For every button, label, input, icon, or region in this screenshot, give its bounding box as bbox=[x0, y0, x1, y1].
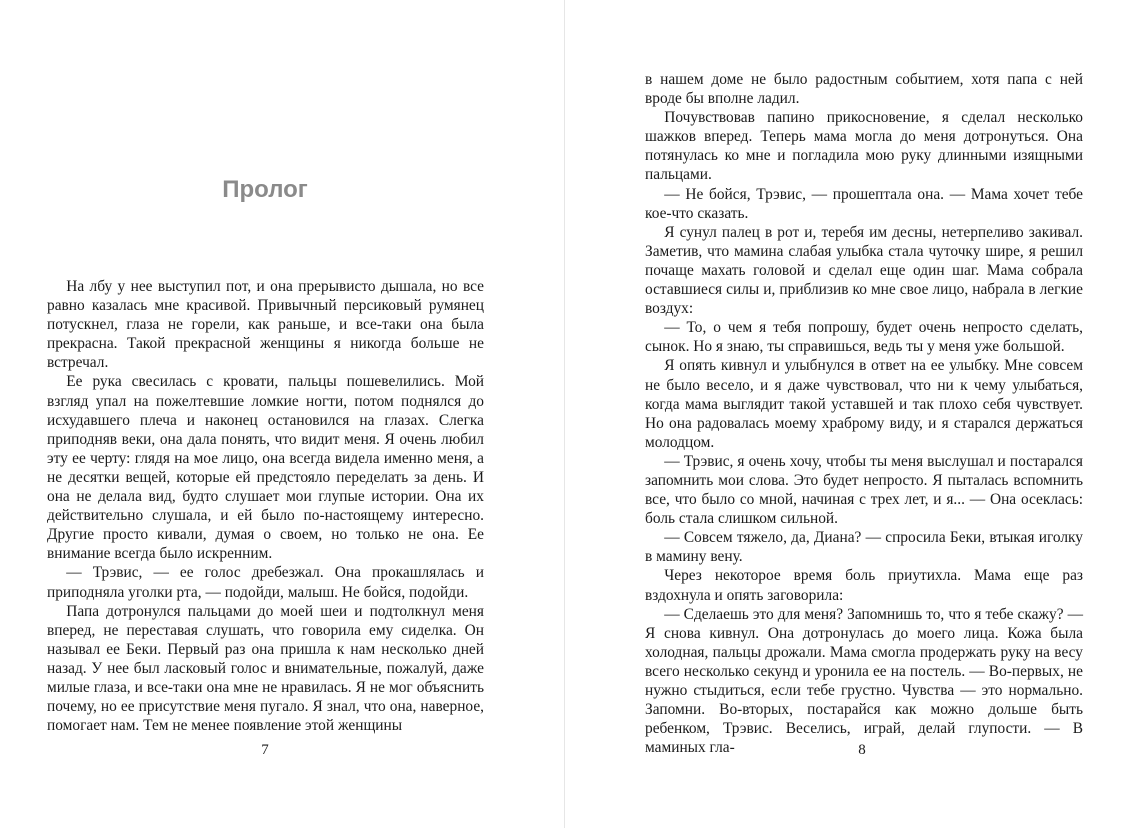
paragraph: Я опять кивнул и улыбнулся в ответ на ее улыбку. Мне совсем не было весело, и я даже чувствовал, что ни к чему улыбаться, когда мама выглядит такой уставшей и так плохо себя чувствует. Но она радовалась моему храброму виду, и я старался держаться молодцом. bbox=[645, 357, 1083, 451]
right-page-text bbox=[645, 70, 1083, 757]
paragraph: На лбу у нее выступил пот, и она прерывисто дышала, но все равно казалась мне красивой. Привычный персиковый румянец потускнел, глаза не горели, как раньше, и все-таки она была прекрасна. Такой прекрасной женщины я никогда больше не встречал. bbox=[47, 278, 484, 372]
paragraph: — Трэвис, — ее голос дребезжал. Она прокашлялась и приподняла уголки рта, — подойди, малыш. Не бойся, подойди. bbox=[47, 564, 484, 601]
paragraph: Через некоторое время боль приутихла. Мама еще раз вздохнула и опять заговорила: bbox=[645, 567, 1083, 604]
paragraph: — То, о чем я тебя попрошу, будет очень непросто сделать, сынок. Но я знаю, ты справишься, ведь ты у меня уже большой. bbox=[645, 319, 1083, 356]
paragraph-continuation: в нашем доме не было радостным событием, хотя папа с ней вроде бы вполне ладил. bbox=[645, 71, 1083, 108]
paragraph: Ее рука свесилась с кровати, пальцы пошевелились. Мой взгляд упал на пожелтевшие ломкие ногти, потом поднялся до исхудавшего плеча и наконец остановился на глазах. Слегка приподняв веки, она дала понять, что видит меня. Я очень любил эту ее черту: глядя на мое лицо, она всегда видела именно меня, а не десятки вещей, которые ей предстояло переделать за день. И она не делала вид, будто слушает мои глупые истории. Она их действительно слушала, и ей было по-настоящему интересно. Другие просто кивали, думая о своем, но только не она. Ее внимание всегда было искренним. bbox=[47, 373, 484, 563]
chapter-title: Пролог bbox=[222, 176, 308, 203]
paragraph: Папа дотронулся пальцами до моей шеи и подтолкнул меня вперед, не переставая слушать, что говорила ему сиделка. Он называл ее Беки. Первый раз она пришла к нам несколько дней назад. У нее был ласковый голос и внимательные, пожалуй, даже милые глаза, и все-таки она мне не нравилась. Я не мог объяснить почему, но ее присутствие меня пугало. Я знал, что она, наверное, помогает нам. Тем не менее появление этой женщины bbox=[47, 602, 484, 735]
paragraph: — Не бойся, Трэвис, — прошептала она. — Мама хочет тебе кое-что сказать. bbox=[645, 185, 1083, 222]
paragraph: — Сделаешь это для меня? Запомнишь то, что я тебе скажу? — Я снова кивнул. Она дотронулась до моего лица. Кожа была холодная, пальцы дрожали. Мама смогла продержать руку на весу всего несколько секунд и уронила ее на постель. — Во-первых, не нужно стыдиться, если тебе грустно. Чувства — это нормально. Запомни. Во-вторых, постарайся как можно дольше быть ребенком, Трэвис. Веселись, играй, делай глупости. — В маминых гла- bbox=[645, 605, 1083, 757]
page-number: 7 bbox=[261, 742, 269, 758]
right-page bbox=[565, 0, 1133, 828]
paragraph: Я сунул палец в рот и, теребя им десны, нетерпеливо закивал. Заметив, что мамина слабая улыбка стала чуточку шире, я решил почаще махать головой и сделал еще один шаг. Мама собрала оставшиеся силы и, приблизив ко мне свое лицо, набрала в легкие воздух: bbox=[645, 223, 1083, 318]
paragraph: Почувствовав папино прикосновение, я сделал несколько шажков вперед. Теперь мама могла до меня дотронуться. Она потянулась ко мне и погладила мою руку длинными изящными пальцами. bbox=[645, 109, 1083, 184]
left-page bbox=[0, 0, 564, 828]
page-number: 8 bbox=[858, 742, 866, 758]
paragraph: — Совсем тяжело, да, Диана? — спросила Беки, втыкая иголку в мамину вену. bbox=[645, 529, 1083, 566]
left-page-text bbox=[47, 277, 484, 735]
paragraph: — Трэвис, я очень хочу, чтобы ты меня выслушал и постарался запомнить мои слова. Это будет непросто. Я пыталась вспомнить все, что было со мной, начиная с трех лет, и я... — Она осеклась: боль стала слишком сильной. bbox=[645, 452, 1083, 528]
